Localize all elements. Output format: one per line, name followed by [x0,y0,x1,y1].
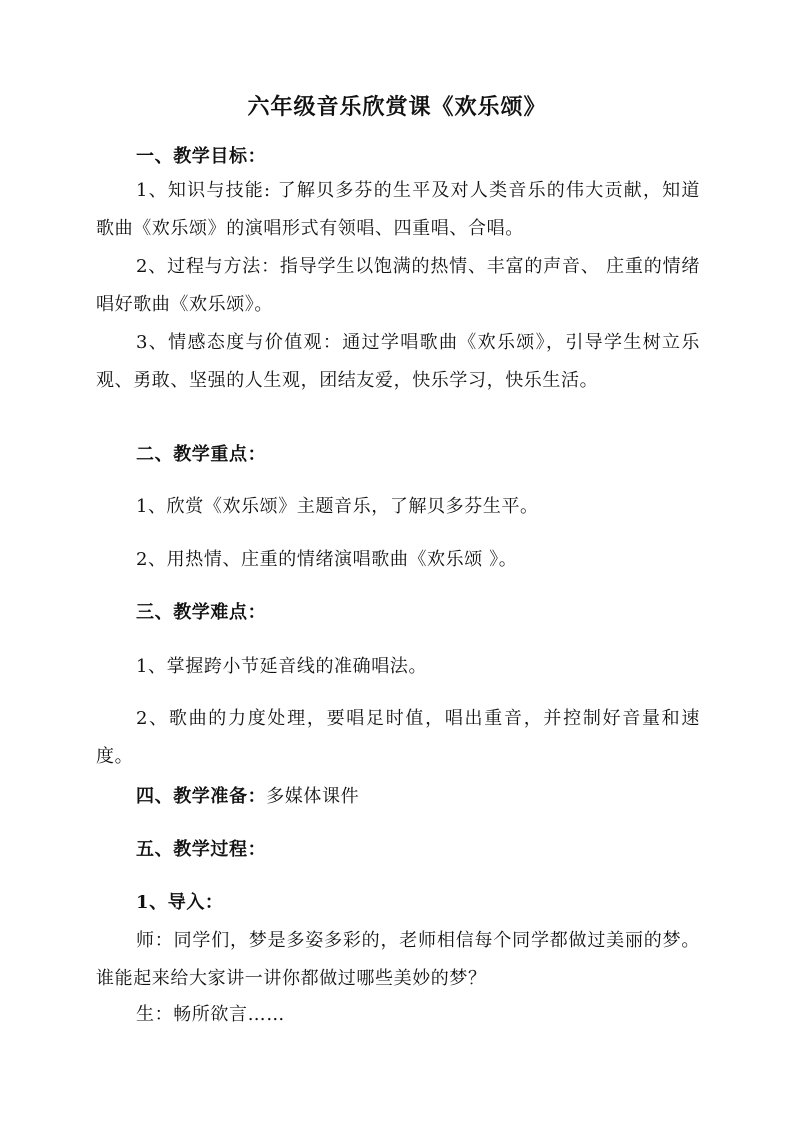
difficulty-item-2: 2、歌曲的力度处理，要唱足时值，唱出重音，并控制好音量和速度。 [96,708,700,767]
subsection-heading-intro: 1、导入： [136,892,224,913]
section-heading-key-points: 二、教学重点： [136,444,267,465]
preparation-line [136,782,359,812]
section-heading-objectives: 一、教学目标： [136,146,267,167]
section-heading-preparation: 四、教学准备： [136,786,267,807]
preparation-value: 多媒体课件 [266,786,360,807]
objective-item-knowledge: 1、知识与技能: 了解贝多芬的生平及对人类音乐的伟大贡献，知道歌曲《欢乐颂》的演唱形式有领唱、四重唱、合唱。 [96,180,700,239]
teacher-dialogue: 师：同学们，梦是多姿多彩的，老师相信每个同学都做过美丽的梦。谁能起来给大家讲一讲你都做过哪些美妙的梦？ [96,930,700,989]
student-dialogue: 生：畅所欲言…… [136,1004,285,1025]
objective-item-attitude: 3、情感态度与价值观：通过学唱歌曲《欢乐颂》，引导学生树立乐观、勇敢、坚强的人生观，团结友爱，快乐学习，快乐生活。 [96,332,700,391]
key-point-item-1: 1、欣赏《欢乐颂》主题音乐，了解贝多芬生平。 [136,496,539,517]
page-title: 六年级音乐欣赏课《欢乐颂》 [247,94,547,120]
section-heading-difficulties: 三、教学难点： [136,602,267,623]
objective-item-process: 2、过程与方法：指导学生以饱满的热情、丰富的声音、 庄重的情绪唱好歌曲《欢乐颂》。 [96,256,700,315]
section-heading-process: 五、教学过程： [136,839,267,860]
difficulty-item-1: 1、掌握跨小节延音线的准确唱法。 [136,656,428,677]
key-point-item-2: 2、用热情、庄重的情绪演唱歌曲《欢乐颂 》。 [136,549,518,570]
